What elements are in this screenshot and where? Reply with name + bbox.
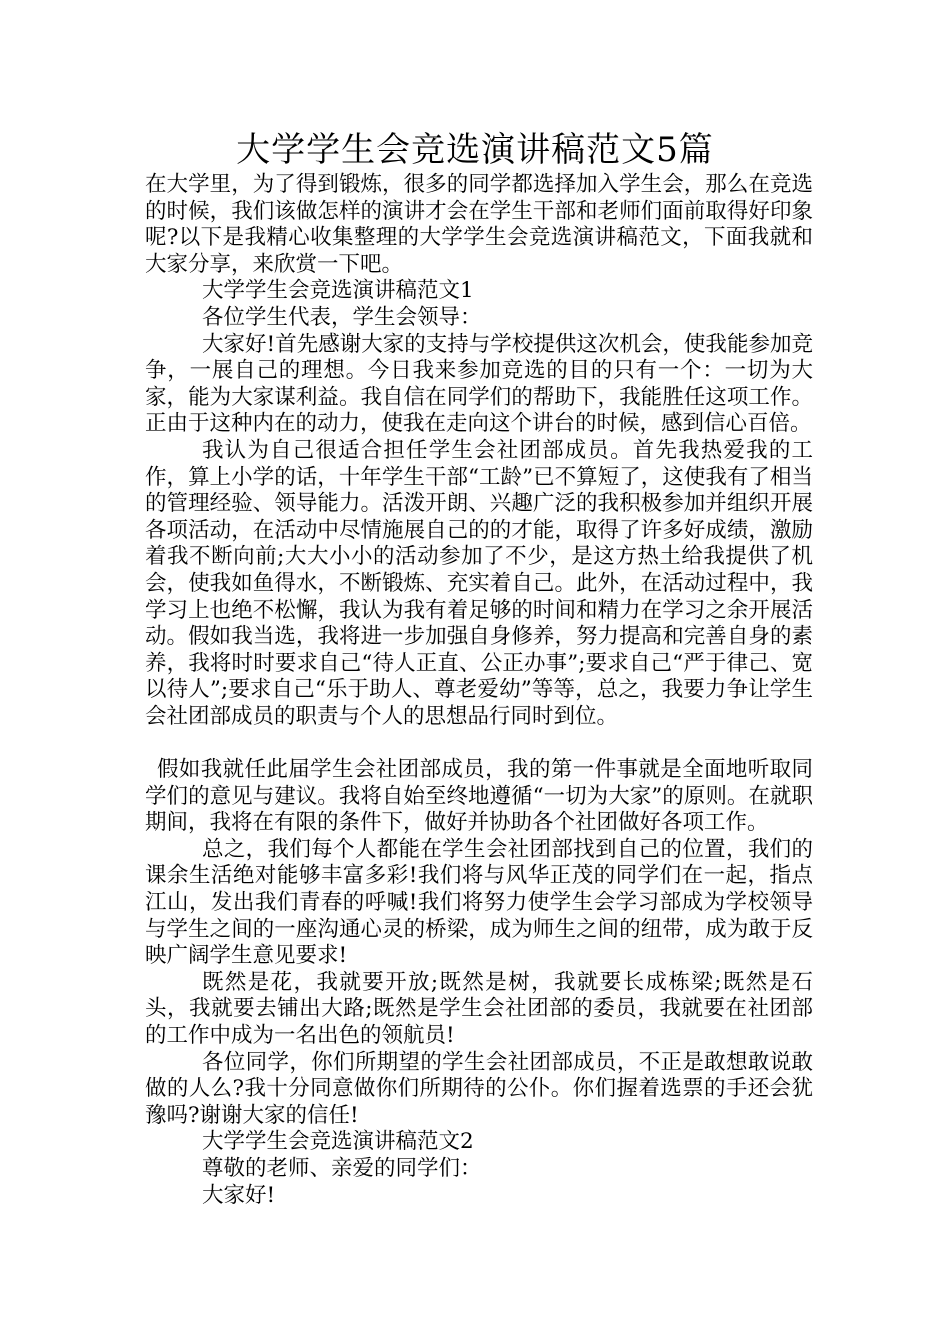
document-title: 大学学生会竞选演讲稿范文5篇 — [236, 130, 714, 170]
speech-paragraph: 我认为自己很适合担任学生会社团部成员。首先我热爱我的工作，算上小学的话，十年学生干部“工龄”已不算短了，这使我有了相当的管理经验、领导能力。活泼开朗、兴趣广泛的我积极参加并组织开展各项活动，在活动中尽情施展自己的的才能，取得了许多好成绩，激励着我不断向前;大大小小的活动参加了不少，是这方热土给我提供了机会，使我如鱼得水，不断锻炼、充实着自己。此外，在活动过程中，我学习上也绝不松懈，我认为我有着足够的时间和精力在学习之余开展活动。假如我当选，我将进一步加强自身修养，努力提高和完善自身的素养，我将时时要求自己“待人正直、公正办事”;要求自己“严于律己、宽以待人”;要求自己“乐于助人、尊老爱幼”等等，总之，我要力争让学生会社团部成员的职责与个人的思想品行同时到位。 — [145, 437, 813, 729]
speech-paragraph: 大家好!首先感谢大家的支持与学校提供这次机会，使我能参加竞争，一展自己的理想。今日我来参加竞选的目的只有一个：一切为大家，能为大家谋利益。我自信在同学们的帮助下，我能胜任这项工作。正由于这种内在的动力，使我在走向这个讲台的时候，感到信心百倍。 — [145, 331, 813, 437]
speech-paragraph: 假如我就任此届学生会社团部成员，我的第一件事就是全面地听取同学们的意见与建议。我将自始至终地遵循“一切为大家”的原则。在就职期间，我将在有限的条件下，做好并协助各个社团做好各项工作。 — [145, 757, 813, 836]
section-heading-2: 大学学生会竞选演讲稿范文2 — [202, 1129, 474, 1155]
speech-paragraph: 既然是花，我就要开放;既然是树，我就要长成栋梁;既然是石头，我就要去铺出大路;既然是学生会社团部的委员，我就要在社团部的工作中成为一名出色的领航员! — [145, 969, 813, 1048]
speech-paragraph: 总之，我们每个人都能在学生会社团部找到自己的位置，我们的课余生活绝对能够丰富多彩!我们将与风华正茂的同学们在一起，指点江山，发出我们青春的呼喊!我们将努力使学生会学习部成为学校领导与学生之间的一座沟通心灵的桥梁，成为师生之间的纽带，成为敢于反映广阔学生意见要求! — [145, 836, 813, 969]
salutation-2: 尊敬的老师、亲爱的同学们： — [202, 1155, 482, 1181]
section-heading-1: 大学学生会竞选演讲稿范文1 — [202, 278, 474, 304]
intro-paragraph: 在大学里，为了得到锻炼，很多的同学都选择加入学生会，那么在竞选的时候，我们该做怎样的演讲才会在学生干部和老师们面前取得好印象呢?以下是我精心收集整理的大学学生会竞选演讲稿范文，下面我就和大家分享，来欣赏一下吧。 — [145, 172, 813, 277]
document-body — [145, 172, 813, 1209]
greeting: 大家好! — [202, 1182, 276, 1208]
salutation-1: 各位学生代表，学生会领导： — [202, 304, 482, 330]
speech-paragraph: 各位同学，你们所期望的学生会社团部成员，不正是敢想敢说敢做的人么?我十分同意做你们所期待的公仆。你们握着选票的手还会犹豫吗?谢谢大家的信任! — [145, 1049, 813, 1128]
blank-line — [145, 730, 813, 757]
